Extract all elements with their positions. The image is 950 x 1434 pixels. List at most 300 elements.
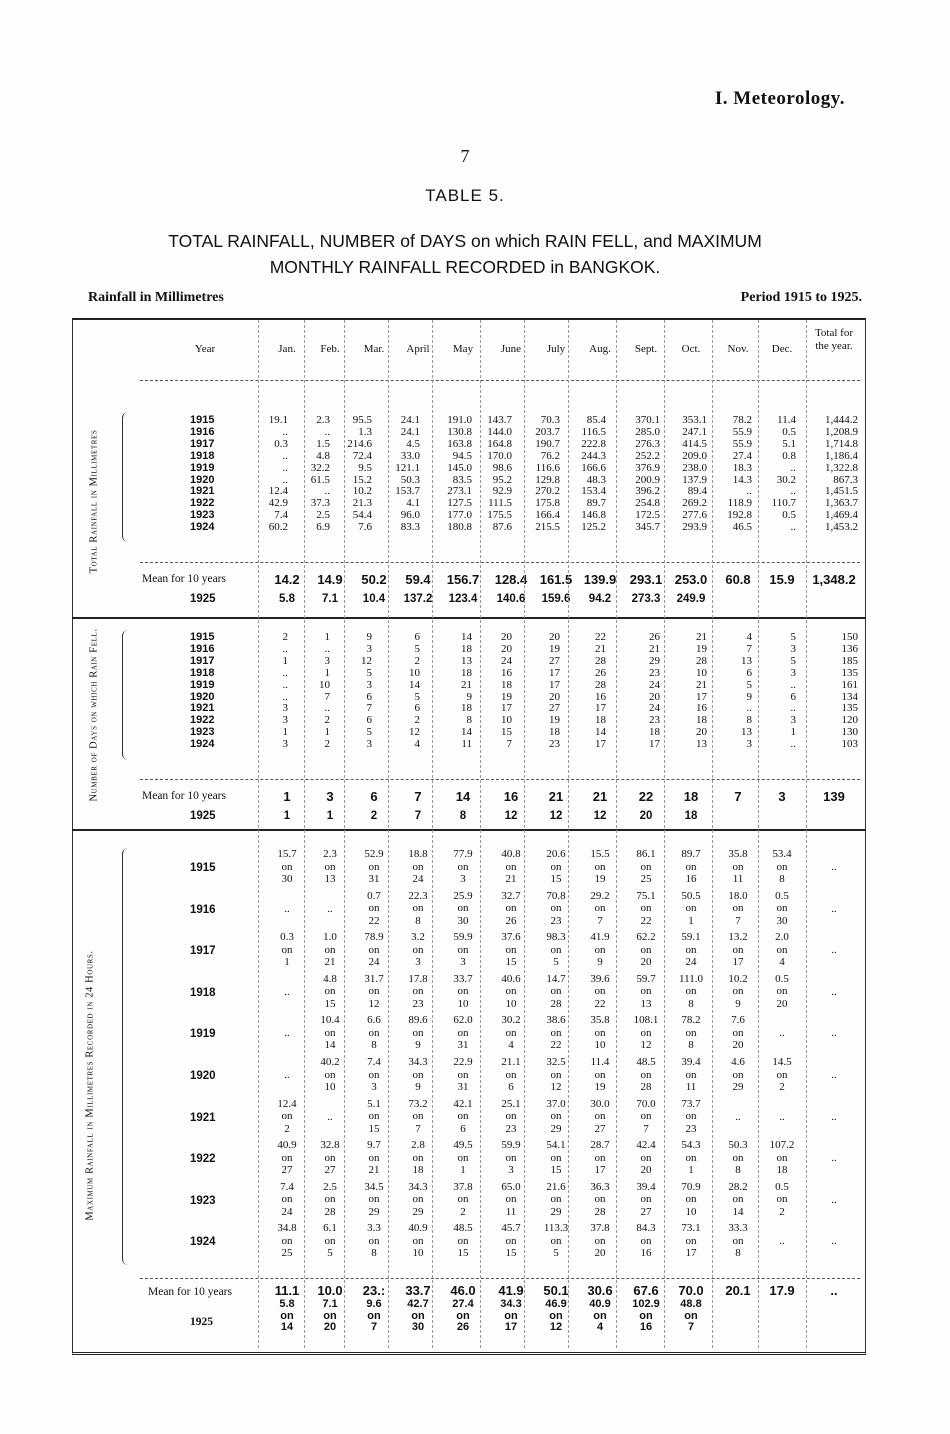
value-cell: 3 xyxy=(282,702,288,715)
value-cell: 137.9 xyxy=(682,473,707,486)
value-cell: 11.4 on 19 xyxy=(590,1056,610,1093)
value-cell: 41.9 on 9 xyxy=(590,931,610,969)
year-cell: 1917 xyxy=(190,945,216,958)
value-cell: 7 xyxy=(414,810,422,822)
value-cell: 121.1 xyxy=(395,461,420,474)
value-cell: .. xyxy=(284,985,290,998)
value-cell: 34.8 on 25 xyxy=(277,1222,297,1260)
value-cell: 166.6 xyxy=(581,461,606,474)
value-cell: 17 xyxy=(649,738,660,751)
value-cell: 27.4 xyxy=(732,449,752,462)
value-cell: 273.1 xyxy=(447,485,472,498)
value-cell: 31.7 on 12 xyxy=(364,972,384,1010)
value-cell: .. xyxy=(284,1069,290,1081)
value-cell: 13 xyxy=(461,654,472,667)
value-cell: 5 xyxy=(790,631,796,643)
value-cell: 22 xyxy=(595,631,606,643)
value-cell: 125.2 xyxy=(581,521,606,534)
value-cell: 37.8 on 20 xyxy=(590,1222,610,1260)
year-cell: 1924 xyxy=(190,738,215,751)
value-cell: 7 xyxy=(746,642,752,655)
mean-value: 15.9 xyxy=(769,572,795,587)
value-cell: 70.9 on 10 xyxy=(681,1180,701,1218)
table-title-line-2: MONTHLY RAINFALL RECORDED in BANGKOK. xyxy=(269,257,661,277)
value-cell: 40.9 on 27 xyxy=(277,1139,297,1177)
value-cell: 48.5 on 28 xyxy=(636,1056,656,1093)
value-cell: 0.5 on 20 xyxy=(775,972,789,1010)
table-row xyxy=(0,497,950,509)
value-cell: 12 xyxy=(549,810,563,822)
value-cell: 70.0 on 7 xyxy=(636,1097,656,1135)
value-cell: 33.3 on 8 xyxy=(728,1222,748,1260)
value-cell: 111.0 on 8 xyxy=(679,972,703,1010)
value-cell: 247.1 xyxy=(682,425,707,438)
value-cell: 12.4 xyxy=(268,485,288,498)
mean-value: 46.0 xyxy=(450,1283,476,1298)
value-cell: 7.4 xyxy=(274,509,288,522)
mean-value: 139 xyxy=(823,789,845,804)
value-cell: 10 xyxy=(696,666,707,679)
value-cell: 27.4 on 26 xyxy=(452,1298,474,1333)
year-cell: 1916 xyxy=(190,425,215,438)
mean-label: Mean for 10 years xyxy=(148,1286,232,1298)
value-cell: .. xyxy=(327,1110,333,1123)
value-cell: 6 xyxy=(790,690,796,703)
column-header-10: Oct. xyxy=(681,343,701,355)
value-cell: 28 xyxy=(696,654,707,667)
value-cell: 89.7 xyxy=(586,497,606,510)
value-cell: 107.2 on 18 xyxy=(769,1139,795,1177)
table-number: TABLE 5. xyxy=(425,186,505,205)
value-cell: 48.3 xyxy=(586,473,606,486)
value-cell: 1,451.5 xyxy=(825,485,858,498)
value-cell: .. xyxy=(790,678,796,691)
value-cell: 50.3 xyxy=(400,473,420,486)
value-cell: 20 xyxy=(501,642,512,655)
mean-value: 7 xyxy=(734,789,742,804)
value-cell: 1.5 xyxy=(316,437,330,450)
value-cell: 3 xyxy=(366,642,372,655)
value-cell: 191.0 xyxy=(447,414,472,426)
mean-value: 18 xyxy=(683,789,699,804)
value-cell: 161 xyxy=(841,678,858,691)
value-cell: 18.3 xyxy=(732,461,752,474)
year-cell: 1920 xyxy=(190,690,215,703)
value-cell: 21 xyxy=(696,678,707,691)
value-cell: 175.8 xyxy=(535,497,560,510)
value-cell: 25.9 on 30 xyxy=(453,889,473,927)
value-cell: .. xyxy=(831,902,837,915)
table-row xyxy=(0,714,950,726)
value-cell: 24.1 xyxy=(400,414,420,426)
value-cell: .. xyxy=(282,642,288,655)
value-cell: 5 xyxy=(366,726,372,739)
year-cell: 1918 xyxy=(190,986,216,999)
mean-divider xyxy=(140,562,860,563)
value-cell: 21 xyxy=(461,678,472,691)
mean-value: 30.6 xyxy=(587,1283,613,1298)
value-cell: 32.7 on 26 xyxy=(501,889,521,927)
value-cell: .. xyxy=(324,485,330,498)
value-cell: 273.3 xyxy=(631,593,661,605)
value-cell: 62.0 on 31 xyxy=(453,1014,473,1052)
value-cell: 135 xyxy=(841,666,858,679)
value-cell: 16 xyxy=(501,666,512,679)
value-cell: 83.3 xyxy=(400,521,420,534)
value-cell: 3 xyxy=(324,654,330,667)
value-cell: 21 xyxy=(649,642,660,655)
value-cell: 222.8 xyxy=(581,437,606,450)
mean-value: 60.8 xyxy=(725,572,751,587)
value-cell: 110.7 xyxy=(771,497,796,510)
value-cell: 28.7 on 17 xyxy=(590,1139,610,1177)
value-cell: 21 xyxy=(696,631,707,643)
value-cell: 1,208.9 xyxy=(825,425,858,438)
value-cell: 1,186.4 xyxy=(825,449,858,462)
value-cell: 5.1 on 15 xyxy=(367,1097,381,1135)
column-separator xyxy=(258,320,259,1348)
value-cell: .. xyxy=(790,738,796,751)
value-cell: 164.8 xyxy=(487,437,512,450)
column-header-2: Feb. xyxy=(320,343,340,355)
table-row xyxy=(0,474,950,486)
value-cell: 12 xyxy=(361,654,372,667)
value-cell: .. xyxy=(831,1069,837,1081)
value-cell: 54.4 xyxy=(352,509,372,522)
value-cell: 34.3 on 29 xyxy=(408,1180,428,1218)
mean-value: 67.6 xyxy=(633,1283,659,1298)
mean-value: 22 xyxy=(638,789,654,804)
mean-value: 11.1 xyxy=(274,1283,300,1298)
value-cell: 1 xyxy=(324,666,330,679)
value-cell: 0.3 on 1 xyxy=(280,931,294,969)
value-cell: 2.3 on 13 xyxy=(323,848,337,885)
value-cell: 85.4 xyxy=(586,414,606,426)
value-cell: 83.5 xyxy=(452,473,472,486)
value-cell: 13 xyxy=(741,726,752,739)
column-separator xyxy=(304,320,305,1348)
value-cell: 24 xyxy=(649,678,660,691)
value-cell: 2.3 xyxy=(316,414,330,426)
value-cell: 39.4 on 11 xyxy=(681,1056,701,1093)
value-cell: 276.3 xyxy=(635,437,660,450)
value-cell: 5.1 xyxy=(782,437,796,450)
value-cell: 26 xyxy=(595,666,606,679)
value-cell: 4.8 on 15 xyxy=(323,972,337,1010)
mean-value: 3 xyxy=(326,789,334,804)
value-cell: 78.9 on 24 xyxy=(364,931,384,969)
value-cell: 6 xyxy=(746,666,752,679)
value-cell: 1,453.2 xyxy=(825,521,858,534)
year-cell: 1923 xyxy=(190,1194,216,1207)
table-row xyxy=(0,450,950,462)
table-row xyxy=(0,679,950,691)
value-cell: 203.7 xyxy=(535,425,560,438)
mean-label: Mean for 10 years xyxy=(142,790,226,802)
value-cell: 180.8 xyxy=(447,521,472,534)
page-number: 7 xyxy=(460,146,470,166)
value-cell: 17 xyxy=(549,678,560,691)
value-cell: 59.1 on 24 xyxy=(681,931,701,969)
row-group-brace xyxy=(122,412,128,542)
column-header-13: Total for the year. xyxy=(814,327,854,352)
value-cell: 89.6 on 9 xyxy=(408,1014,428,1052)
value-cell: 39.6 on 22 xyxy=(590,972,610,1010)
value-cell: 127.5 xyxy=(447,497,472,510)
value-cell: 177.0 xyxy=(447,509,472,522)
value-cell: 45.7 on 15 xyxy=(501,1222,521,1260)
table-row xyxy=(0,521,950,533)
value-cell: 14.7 on 28 xyxy=(546,972,566,1010)
value-cell: .. xyxy=(790,485,796,498)
value-cell: 135 xyxy=(841,702,858,715)
value-cell: 23 xyxy=(649,666,660,679)
value-cell: 28.2 on 14 xyxy=(728,1180,748,1218)
value-cell: 130 xyxy=(841,726,858,739)
value-cell: 15.5 on 19 xyxy=(590,848,610,885)
value-cell: 215.5 xyxy=(535,521,560,534)
year-cell: 1918 xyxy=(190,449,215,462)
value-cell: 35.8 on 11 xyxy=(728,848,748,885)
value-cell: 48.5 on 15 xyxy=(453,1222,473,1260)
table-row xyxy=(0,438,950,450)
column-header-8: Aug. xyxy=(589,343,611,355)
value-cell: 0.5 on 2 xyxy=(775,1180,789,1218)
value-cell: 84.3 on 16 xyxy=(636,1222,656,1260)
value-cell: 20.6 on 15 xyxy=(546,848,566,885)
value-cell: 19 xyxy=(501,690,512,703)
value-cell: 153.7 xyxy=(395,485,420,498)
value-cell: 18.8 on 24 xyxy=(408,848,428,885)
value-cell: 238.0 xyxy=(682,461,707,474)
table-title xyxy=(0,228,930,280)
value-cell: 5 xyxy=(414,642,420,655)
value-cell: 2.8 on 18 xyxy=(411,1139,425,1177)
value-cell: 22.3 on 8 xyxy=(408,889,428,927)
year-cell: 1923 xyxy=(190,726,215,739)
value-cell: 10.2 on 9 xyxy=(728,972,748,1010)
mean-value: 59.4 xyxy=(405,572,431,587)
column-separator xyxy=(568,320,569,1348)
year-cell: 1916 xyxy=(190,642,215,655)
column-header-12: Dec. xyxy=(771,343,793,355)
value-cell: 8 xyxy=(459,810,467,822)
value-cell: 96.0 xyxy=(400,509,420,522)
value-cell: 18 xyxy=(461,702,472,715)
value-cell: 285.0 xyxy=(635,425,660,438)
value-cell: 20 xyxy=(649,690,660,703)
year-cell: 1922 xyxy=(190,714,215,727)
value-cell: 370.1 xyxy=(635,414,660,426)
value-cell: 190.7 xyxy=(535,437,560,450)
mean-value: 17.9 xyxy=(769,1283,795,1298)
value-cell: .. xyxy=(790,461,796,474)
value-cell: 59.9 on 3 xyxy=(501,1139,521,1177)
value-cell: 17 xyxy=(595,702,606,715)
value-cell: .. xyxy=(282,690,288,703)
value-cell: 59.9 on 3 xyxy=(453,931,473,969)
value-cell: 10 xyxy=(501,714,512,727)
value-cell: 25.1 on 23 xyxy=(501,1097,521,1135)
value-cell: 5 xyxy=(414,690,420,703)
value-cell: 118.9 xyxy=(727,497,752,510)
value-cell: 4.1 xyxy=(406,497,420,510)
year-cell: 1921 xyxy=(190,485,215,498)
column-header-5: May xyxy=(452,343,474,355)
value-cell: 144.0 xyxy=(487,425,512,438)
table-row xyxy=(0,702,950,714)
page-header: I. Meteorology. xyxy=(714,88,845,109)
year-cell: 1924 xyxy=(190,1236,216,1249)
column-separator xyxy=(432,320,433,1348)
value-cell: 9.7 on 21 xyxy=(367,1139,381,1177)
table-row xyxy=(0,726,950,738)
value-cell: 150 xyxy=(841,631,858,643)
table-row xyxy=(0,485,950,497)
value-cell: 33.7 on 10 xyxy=(453,972,473,1010)
value-cell: 34.3 on 17 xyxy=(500,1298,522,1333)
mean-value: 7 xyxy=(414,789,422,804)
value-cell: .. xyxy=(282,678,288,691)
value-cell: 146.8 xyxy=(581,509,606,522)
value-cell: 33.0 xyxy=(400,449,420,462)
year-cell: 1921 xyxy=(190,1111,216,1124)
value-cell: 108.1 on 12 xyxy=(633,1014,659,1052)
value-cell: 46.9 on 12 xyxy=(545,1298,567,1333)
column-separator xyxy=(388,320,389,1348)
mean-value: 21 xyxy=(548,789,564,804)
value-cell: 78.2 on 8 xyxy=(681,1014,701,1052)
value-cell: 129.8 xyxy=(535,473,560,486)
value-cell: 172.5 xyxy=(635,509,660,522)
column-separator xyxy=(712,320,713,1348)
value-cell: .. xyxy=(284,902,290,915)
value-cell: 73.7 on 23 xyxy=(681,1097,701,1135)
mean-value: 128.4 xyxy=(494,572,528,587)
table-row xyxy=(0,509,950,521)
value-cell: 98.3 on 5 xyxy=(546,931,566,969)
value-cell: 7 xyxy=(506,738,512,751)
value-cell: 252.2 xyxy=(635,449,660,462)
table-row xyxy=(0,643,950,655)
value-cell: 18 xyxy=(696,714,707,727)
value-cell: 62.2 on 20 xyxy=(636,931,656,969)
mean-value: 14 xyxy=(455,789,471,804)
value-cell: 52.9 on 31 xyxy=(364,848,384,885)
year-cell: 1920 xyxy=(190,473,215,486)
value-cell: 28 xyxy=(595,678,606,691)
value-cell: 40.9 on 10 xyxy=(408,1222,428,1260)
value-cell: 72.4 xyxy=(352,449,372,462)
value-cell: 94.2 xyxy=(588,593,612,605)
section-divider-2 xyxy=(72,829,866,831)
value-cell: 10.4 xyxy=(362,593,386,605)
value-cell: 2 xyxy=(324,738,330,751)
value-cell: 9.6 on 7 xyxy=(366,1298,382,1333)
value-cell: 49.5 on 1 xyxy=(453,1139,473,1177)
value-cell: 17 xyxy=(501,702,512,715)
value-cell: .. xyxy=(831,1110,837,1123)
value-cell: 89.4 xyxy=(687,485,707,498)
value-cell: 293.9 xyxy=(682,521,707,534)
value-cell: 17 xyxy=(549,666,560,679)
value-cell: 23 xyxy=(649,714,660,727)
value-cell: 2 xyxy=(414,654,420,667)
value-cell: 11.4 xyxy=(777,414,796,426)
value-cell: 130.8 xyxy=(447,425,472,438)
value-cell: 9 xyxy=(466,690,472,703)
value-cell: 7.1 on 20 xyxy=(322,1298,338,1333)
value-cell: 46.5 xyxy=(732,521,752,534)
mean-value: 139.9 xyxy=(583,572,617,587)
value-cell: 376.9 xyxy=(635,461,660,474)
value-cell: 95.2 xyxy=(492,473,512,486)
value-cell: 4.5 xyxy=(406,437,420,450)
mean-value: 10.0 xyxy=(317,1283,343,1298)
value-cell: 6.6 on 8 xyxy=(367,1014,381,1052)
value-cell: 26 xyxy=(649,631,660,643)
value-cell: 1 xyxy=(790,726,796,739)
value-cell: 3 xyxy=(366,738,372,751)
value-cell: 113.3 on 5 xyxy=(543,1222,569,1260)
value-cell: 209.0 xyxy=(682,449,707,462)
value-cell: 0.8 xyxy=(782,449,796,462)
value-cell: 18 xyxy=(549,726,560,739)
value-cell: 54.1 on 15 xyxy=(546,1139,566,1177)
column-separator xyxy=(616,320,617,1348)
value-cell: 18 xyxy=(595,714,606,727)
value-cell: 1.3 xyxy=(358,425,372,438)
value-cell: 2 xyxy=(370,810,378,822)
value-cell: .. xyxy=(735,1110,741,1123)
value-cell: .. xyxy=(831,1193,837,1206)
value-cell: 7 xyxy=(366,702,372,715)
value-cell: 32.5 on 12 xyxy=(546,1056,566,1093)
value-cell: 48.8 on 7 xyxy=(680,1298,702,1333)
value-cell: 32.8 on 27 xyxy=(320,1139,340,1177)
mean-value: 293.1 xyxy=(629,572,663,587)
mean-value: 161.5 xyxy=(539,572,573,587)
value-cell: 137.2 xyxy=(403,593,433,605)
mean-value: 41.9 xyxy=(498,1283,524,1298)
value-cell: 13 xyxy=(696,738,707,751)
table-row xyxy=(0,738,950,750)
value-cell: .. xyxy=(324,702,330,715)
value-cell: 37.6 on 15 xyxy=(501,931,521,969)
value-cell: 3.3 on 8 xyxy=(367,1222,381,1260)
value-cell: 6 xyxy=(366,690,372,703)
value-cell: 42.7 on 30 xyxy=(407,1298,429,1333)
value-cell: 0.7 on 22 xyxy=(367,889,381,927)
value-cell: 42.9 xyxy=(268,497,288,510)
value-cell: 37.0 on 29 xyxy=(546,1097,566,1135)
column-separator xyxy=(524,320,525,1348)
value-cell: 18 xyxy=(501,678,512,691)
value-cell: 7.4 on 3 xyxy=(367,1056,381,1093)
value-cell: 20 xyxy=(549,690,560,703)
table-row xyxy=(0,655,950,667)
value-cell: 200.9 xyxy=(635,473,660,486)
value-cell: 22.9 on 31 xyxy=(453,1056,473,1093)
value-cell: 75.1 on 22 xyxy=(636,889,656,927)
value-cell: 53.4 on 8 xyxy=(772,848,792,885)
value-cell: 36.3 on 28 xyxy=(590,1180,610,1218)
year-cell: 1918 xyxy=(190,666,215,679)
value-cell: 102.9 on 16 xyxy=(632,1298,660,1333)
value-cell: 18.0 on 7 xyxy=(728,889,748,927)
mean-label: Mean for 10 years xyxy=(142,573,226,585)
value-cell: 2 xyxy=(324,714,330,727)
